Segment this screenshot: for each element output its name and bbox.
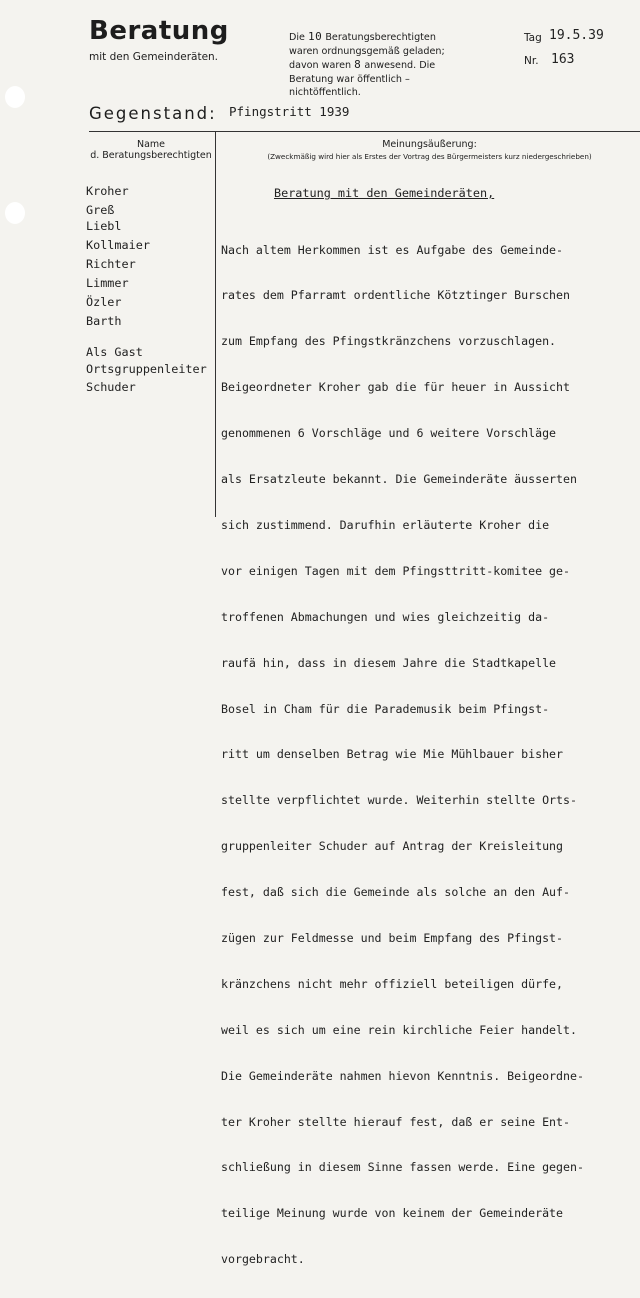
minutes-line: Nach altem Herkommen ist es Aufgabe des Gemeinde-	[221, 242, 564, 257]
column-divider	[215, 132, 216, 517]
minutes-line: Beigeordneter Kroher gab die für heuer in Aussicht	[221, 380, 571, 395]
date-label: Tag	[524, 32, 542, 44]
minutes-line: vorgebracht.	[221, 1252, 305, 1267]
minutes-line: genommenen 6 Vorschläge und 6 weitere Vorschläge	[221, 426, 557, 441]
minutes-line: fest, daß sich die Gemeinde als solche an den Auf-	[221, 885, 571, 900]
participant-name: Kollmaier	[86, 238, 150, 252]
minutes-line: zügen zur Feldmesse und beim Empfang des Pfingst-	[221, 930, 564, 945]
minutes-line: teilige Meinung wurde von keinem der Gemeinderäte	[221, 1206, 564, 1221]
minutes-line: weil es sich um eine rein kirchliche Feier handelt.	[221, 1022, 577, 1037]
minutes-line: kränzchens nicht mehr offiziell beteiligen dürfe,	[221, 976, 564, 991]
guest-label: Als Gast	[86, 345, 143, 359]
minutes-heading: Beratung mit den Gemeinderäten,	[274, 186, 495, 200]
minutes-line: als Ersatzleute bekannt. Die Gemeinderäte äusserten	[221, 472, 577, 487]
participant-name: Liebl	[86, 219, 122, 233]
participant-name: Kroher	[86, 184, 129, 198]
participant-name: Limmer	[86, 276, 129, 290]
minutes-line: stellte verpflichtet wurde. Weiterhin stellte Orts-	[221, 793, 577, 808]
minutes-line: gruppenleiter Schuder auf Antrag der Kreisleitung	[221, 839, 564, 854]
names-header-line2: d. Beratungsberechtigten	[90, 150, 212, 161]
participant-name: Greß	[86, 203, 115, 217]
participant-name: Richter	[86, 257, 136, 271]
guest-role: Ortsgruppenleiter	[86, 362, 207, 376]
header-rule	[89, 131, 640, 132]
participant-name: Özler	[86, 295, 122, 309]
notice-after-count: Beratungsberechtigten waren ordnungsgemäß geladen; davon waren	[289, 32, 445, 72]
minutes-line: schließung in diesem Sinne fassen werde. Eine gegen-	[221, 1160, 584, 1175]
subject-label: Gegenstand:	[89, 104, 217, 123]
attendance-notice	[289, 30, 464, 100]
form-title: Beratung	[89, 16, 229, 46]
punch-hole-bottom	[5, 202, 25, 224]
minutes-line: ritt um denselben Betrag wie Mie Mühlbauer bisher	[221, 747, 564, 762]
notice-after-present: anwesend. Die Beratung war öffentlich – nichtöffentlich.	[289, 60, 436, 99]
names-header-line1: Name	[136, 139, 166, 150]
notice-die: Die	[289, 32, 305, 43]
guest-name: Schuder	[86, 380, 136, 394]
opinions-header-line1: Meinungsäußerung:	[382, 139, 477, 150]
minutes-body	[221, 212, 640, 1298]
form-subtitle: mit den Gemeinderäten.	[89, 51, 219, 63]
minutes-line: Die Gemeinderäte nahmen hievon Kenntnis. Beigeordne-	[221, 1068, 584, 1083]
minutes-line: raufä hin, dass in diesem Jahre die Stadtkapelle	[221, 655, 557, 670]
number-label: Nr.	[524, 55, 539, 67]
punch-hole-top	[5, 86, 25, 108]
subject-value: Pfingstritt 1939	[229, 104, 350, 119]
minutes-line: ter Kroher stellte hierauf fest, daß er seine Ent-	[221, 1114, 571, 1129]
minutes-line: vor einigen Tagen mit dem Pfingsttritt-komitee ge-	[221, 563, 571, 578]
participant-name: Barth	[86, 314, 122, 328]
date-value: 19.5.39	[549, 28, 604, 43]
opinions-header-line2: (Zweckmäßig wird hier als Erstes der Vortrag des Bürgermeisters kurz niedergeschrieben)	[267, 152, 592, 161]
minutes-line: Bosel in Cham für die Parademusik beim Pfingst-	[221, 701, 550, 716]
minutes-line: sich zustimmend. Darufhin erläuterte Kroher die	[221, 517, 550, 532]
minutes-line: zum Empfang des Pfingstkränzchens vorzuschlagen.	[221, 334, 557, 349]
minutes-line: rates dem Pfarramt ordentliche Kötztinger Burschen	[221, 288, 571, 303]
count-invited: 10	[308, 30, 323, 43]
number-value: 163	[551, 52, 575, 67]
minutes-line: troffenen Abmachungen und wies gleichzeitig da-	[221, 609, 550, 624]
count-present: 8	[354, 58, 362, 72]
